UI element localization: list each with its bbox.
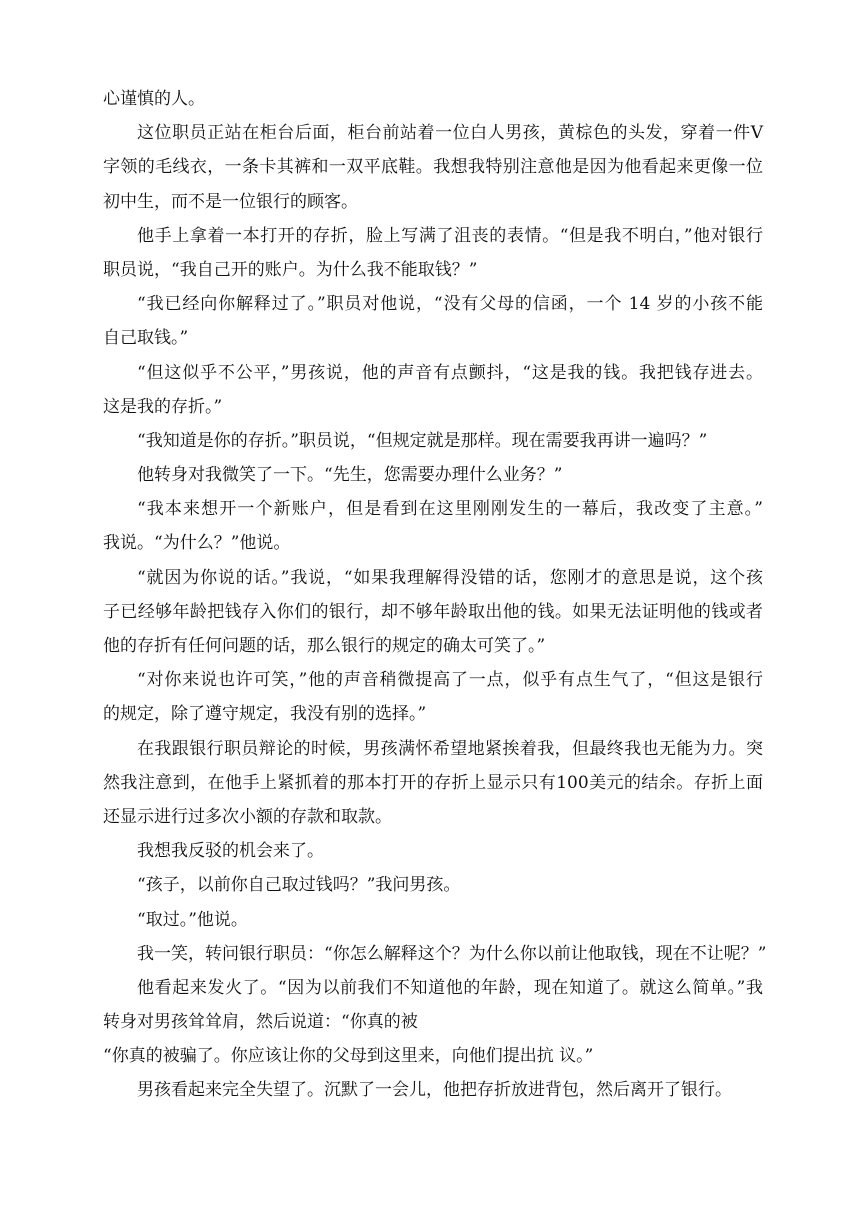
text-line: 还显示进行过多次小额的存款和取款。 — [103, 806, 392, 827]
text-line: “我本来想开一个新账户，但是看到在这里刚刚发生的一幕后，我改变了主意。” — [137, 499, 763, 520]
text-line: 我想我反驳的机会来了。 — [137, 841, 324, 862]
text-line: “我已经向你解释过了。”职员对他说，“没有父母的信函，一个 14 岁的小孩不能 — [137, 294, 763, 315]
text-line: 我说。“为什么？”他说。 — [103, 533, 291, 554]
text-line: 心谨慎的人。 — [103, 89, 205, 109]
text-line: 在我跟银行职员辩论的时候，男孩满怀希望地紧挨着我，但最终我也无能为力。突 — [137, 738, 763, 759]
text-line: “取过。”他说。 — [137, 909, 248, 930]
text-line: 他看起来发火了。“因为以前我们不知道他的年龄，现在知道了。就这么简单。”我 — [137, 977, 763, 998]
text-line: 初中生，而不是一位银行的顾客。 — [103, 191, 358, 212]
text-line: 他手上拿着一本打开的存折，脸上写满了沮丧的表情。“但是我不明白，”他对银行 — [137, 225, 763, 246]
text-line: 他的存折有任何问题的话，那么银行的规定的确太可笑了。” — [103, 636, 546, 656]
text-line: 职员说，“我自己开的账户。为什么我不能取钱？” — [103, 259, 478, 280]
text-line: 这是我的存折。” — [103, 396, 223, 417]
text-line: “孩子，以前你自己取过钱吗？”我问男孩。 — [137, 875, 461, 896]
text-line: “对你来说也许可笑，”他的声音稍微提高了一点，似乎有点生气了，“但这是银行 — [137, 670, 763, 691]
text-line: “你真的被骗了。你应该让你的父母到这里来，向他们提出抗 议。” — [103, 1046, 594, 1067]
text-line: 字领的毛线衣，一条卡其裤和一双平底鞋。我想我特别注意他是因为他看起来更像一位 — [103, 157, 763, 178]
body-text — [103, 82, 767, 1108]
text-line: 转身对男孩耸耸肩，然后说道：“你真的被 — [103, 1012, 418, 1033]
text-line: 然我注意到，在他手上紧抓着的那本打开的存折上显示只有100美元的结余。存折上面 — [103, 772, 763, 793]
text-line: 的规定，除了遵守规定，我没有别的选择。” — [103, 704, 427, 725]
text-line: 男孩看起来完全失望了。沉默了一会儿，他把存折放进背包，然后离开了银行。 — [137, 1080, 732, 1101]
text-line: “我知道是你的存折。”职员说，“但规定就是那样。现在需要我再讲一遍吗？” — [137, 430, 708, 451]
text-line: 子已经够年龄把钱存入你们的银行，却不够年龄取出他的钱。如果无法证明他的钱或者 — [103, 601, 763, 622]
text-line: “但这似乎不公平，”男孩说，他的声音有点颤抖，“这是我的钱。我把钱存进去。 — [137, 362, 763, 383]
text-line: 自己取钱。” — [103, 328, 189, 349]
text-line: 我一笑，转问银行职员：“你怎么解释这个？为什么你以前让他取钱，现在不让呢？” — [137, 943, 767, 964]
text-line: “就因为你说的话。”我说，“如果我理解得没错的话，您刚才的意思是说，这个孩 — [137, 567, 763, 588]
text-line: 这位职员正站在柜台后面，柜台前站着一位白人男孩，黄棕色的头发，穿着一件V — [137, 123, 763, 144]
text-line: 他转身对我微笑了一下。“先生，您需要办理什么业务？” — [137, 465, 563, 486]
